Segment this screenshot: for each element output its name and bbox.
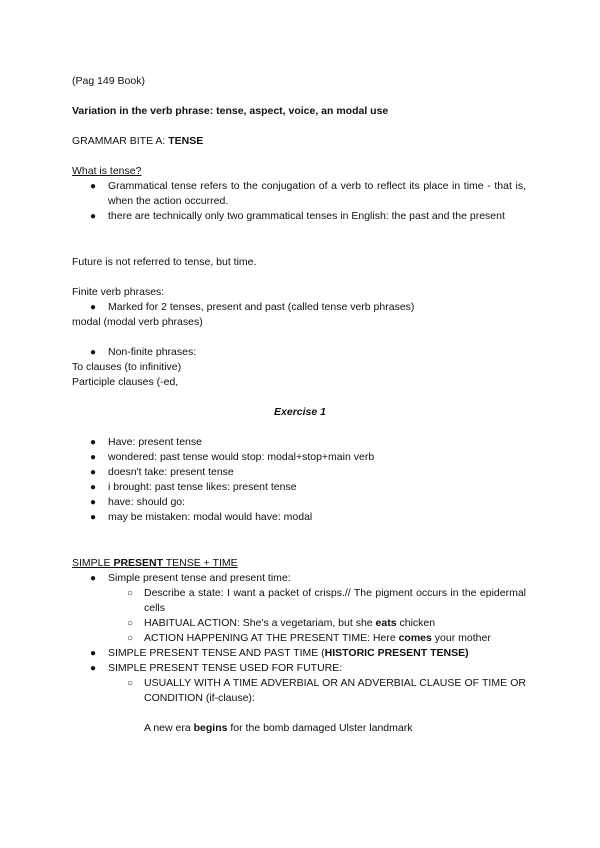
list-item xyxy=(108,646,469,661)
finite-heading: Finite verb phrases: xyxy=(72,286,165,298)
sub-list-item xyxy=(144,631,491,646)
bullet-icon: ● xyxy=(90,497,97,508)
text-part: HABITUAL ACTION: She's a vegetariam, but she xyxy=(144,617,376,629)
what-is-tense-heading: What is tense? xyxy=(72,165,142,177)
bullet-icon: ● xyxy=(90,467,97,478)
text-part: your mother xyxy=(431,632,491,644)
exercise-title: Exercise 1 xyxy=(274,406,326,418)
exercise-item: wondered: past tense would stop: modal+stop+main verb xyxy=(108,451,375,463)
bold-part: comes xyxy=(398,632,432,644)
bold-part: eats xyxy=(375,617,397,629)
grammar-bite-heading xyxy=(72,134,203,149)
circle-bullet-icon: ○ xyxy=(127,633,134,644)
future-note: Future is not referred to tense, but time. xyxy=(72,256,257,268)
circle-bullet-icon: ○ xyxy=(127,618,134,629)
list-item: there are technically only two grammatical tenses in English: the past and the present xyxy=(108,210,505,222)
list-item: Non-finite phrases: xyxy=(108,346,197,358)
bullet-icon: ● xyxy=(90,663,97,674)
bullet-icon: ● xyxy=(90,452,97,463)
bullet-icon: ● xyxy=(90,482,97,493)
sub-list-item: USUALLY WITH A TIME ADVERBIAL OR AN ADVERBIAL CLAUSE OF TIME OR CONDITION (if-clause): xyxy=(144,677,526,704)
text-part: chicken xyxy=(396,617,436,629)
example-sentence xyxy=(144,721,412,736)
text-part: ACTION HAPPENING AT THE PRESENT TIME: Here xyxy=(144,632,399,644)
bullet-icon: ● xyxy=(90,211,97,222)
grammar-bite-prefix: GRAMMAR BITE A: xyxy=(72,135,169,147)
grammar-bite-name: TENSE xyxy=(168,135,204,147)
circle-bullet-icon: ○ xyxy=(127,678,134,689)
exercise-item: have: should go: xyxy=(108,496,186,508)
text-part: SIMPLE PRESENT TENSE AND PAST TIME ( xyxy=(108,647,325,659)
list-item: Grammatical tense refers to the conjugation of a verb to reflect its place in time - that is, when the action occurred. xyxy=(108,180,526,207)
document-title: Variation in the verb phrase: tense, aspect, voice, an modal use xyxy=(72,105,389,117)
bullet-icon: ● xyxy=(90,512,97,523)
bullet-icon: ● xyxy=(90,347,97,358)
circle-bullet-icon: ○ xyxy=(127,588,134,599)
list-item: Simple present tense and present time: xyxy=(108,572,291,584)
heading-part: TENSE + TIME xyxy=(163,557,238,569)
list-item: Marked for 2 tenses, present and past (called tense verb phrases) xyxy=(108,301,415,313)
bullet-icon: ● xyxy=(90,302,97,313)
exercise-item: Have: present tense xyxy=(108,436,202,448)
text-part: A new era xyxy=(144,722,194,734)
list-item: SIMPLE PRESENT TENSE USED FOR FUTURE: xyxy=(108,662,343,674)
modal-line: modal (modal verb phrases) xyxy=(72,316,203,328)
simple-present-heading xyxy=(72,556,238,571)
exercise-item: doesn't take: present tense xyxy=(108,466,234,478)
heading-bold-part: PRESENT xyxy=(113,557,164,569)
bullet-icon: ● xyxy=(90,573,97,584)
bold-part: begins xyxy=(193,722,228,734)
page-reference: (Pag 149 Book) xyxy=(72,75,145,87)
bullet-icon: ● xyxy=(90,648,97,659)
bullet-icon: ● xyxy=(90,437,97,448)
participle-line: Participle clauses (-ed, xyxy=(72,376,179,388)
to-clauses-line: To clauses (to infinitive) xyxy=(72,361,182,373)
heading-part: SIMPLE xyxy=(72,557,114,569)
text-part: for the bomb damaged Ulster landmark xyxy=(227,722,413,734)
exercise-item: i brought: past tense likes: present tense xyxy=(108,481,297,493)
exercise-item: may be mistaken: modal would have: modal xyxy=(108,511,313,523)
sub-list-item: Describe a state: I want a packet of crisps.// The pigment occurs in the epidermal cells xyxy=(144,587,526,614)
bold-part: HISTORIC PRESENT TENSE) xyxy=(324,647,469,659)
sub-list-item xyxy=(144,616,435,631)
bullet-icon: ● xyxy=(90,181,97,192)
